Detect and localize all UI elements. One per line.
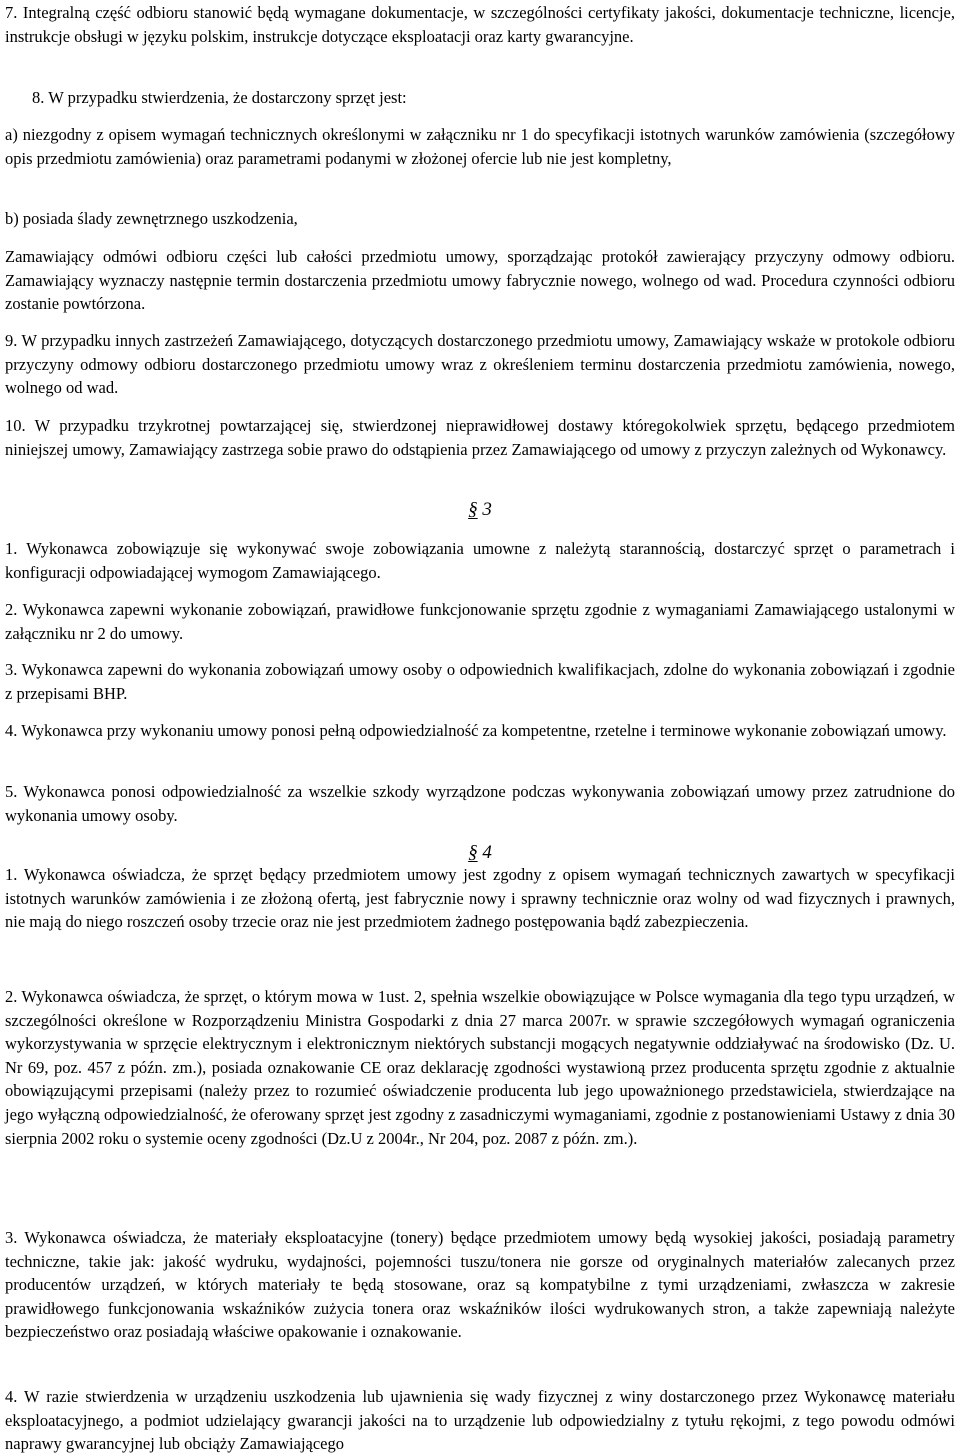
- section-4-item-3: 3. Wykonawca oświadcza, że materiały eksploatacyjne (tonery) będące przedmiotem umowy będą wysokiej jakości, posiadają parametry techniczne, takie jak: jakość wydruku, wydajności, pojemności tuszu/tonera nie gorsze od oryginalnych materiałów zalecanych przez producentów urządzeń, w których materiały te będą stosowane, oraz są kompatybilne z tymi urządzeniami, zwłaszcza w zakresie prawidłowego funkcjonowania wskaźników zużycia tonera oraz wskaźników ilości wydrukowanych stron, a także zapewniają należyte bezpieczeństwo oraz posiadają właściwe opakowanie i oznakowanie.: [5, 1228, 955, 1342]
- paragraph-8b: b) posiada ślady zewnętrznego uszkodzenia,: [5, 209, 298, 228]
- paragraph-8: 8. W przypadku stwierdzenia, że dostarczony sprzęt jest:: [32, 88, 407, 107]
- section-3-item-5: 5. Wykonawca ponosi odpowiedzialność za wszelkie szkody wyrządzone podczas wykonywania zobowiązań umowy przez zatrudnione do wykonania umowy osoby.: [5, 782, 955, 825]
- section-3-item-4: 4. Wykonawca przy wykonaniu umowy ponosi pełną odpowiedzialność za kompetentne, rzetelne i terminowe wykonanie zobowiązań umowy.: [5, 721, 947, 740]
- section-number: 3: [482, 499, 492, 520]
- section-number: 4: [482, 842, 492, 863]
- section-3-item-1: 1. Wykonawca zobowiązuje się wykonywać swoje zobowiązania umowne z należytą starannością, dostarczyć sprzęt o parametrach i konfiguracji odpowiadającej wymogom Zamawiającego.: [5, 539, 955, 582]
- section-symbol: §: [468, 842, 478, 863]
- section-3-item-3: 3. Wykonawca zapewni do wykonania zobowiązań umowy osoby o odpowiednich kwalifikacjach, zdolne do wykonania zobowiązań i zgodnie z przepisami BHP.: [5, 660, 955, 703]
- paragraph-9: 9. W przypadku innych zastrzeżeń Zamawiającego, dotyczących dostarczonego przedmiotu umowy, Zamawiający wskaże w protokole odbioru przyczyny odmowy odbioru dostarczonego przedmiotu umowy wraz z określeniem terminu dostarczenia przedmiotu zamówienia, nowego, wolnego od wad.: [5, 331, 955, 398]
- section-3-heading: [0, 498, 960, 522]
- section-4-item-1: 1. Wykonawca oświadcza, że sprzęt będący przedmiotem umowy jest zgodny z opisem wymagań technicznych zawartych w specyfikacji istotnych warunków zamówienia i ze złożoną ofertą, jest fabrycznie nowy i sprawny technicznie oraz wolny od wad fizycznych i prawnych, nie mają do niego roszczeń osoby trzecie oraz nie jest przedmiotem żadnego postępowania bądź zabezpieczenia.: [5, 865, 955, 932]
- paragraph-10: 10. W przypadku trzykrotnej powtarzającej się, stwierdzonej nieprawidłowej dostawy któregokolwiek sprzętu, będącego przedmiotem niniejszej umowy, Zamawiający zastrzega sobie prawo do odstąpienia przez Zamawiającego od umowy z przyczyn zależnych od Wykonawcy.: [5, 416, 955, 459]
- section-symbol: §: [468, 499, 478, 520]
- section-3-item-2: 2. Wykonawca zapewni wykonanie zobowiązań, prawidłowe funkcjonowanie sprzętu zgodnie z wymaganiami Zamawiającego ustalonymi w załączniku nr 2 do umowy.: [5, 600, 955, 643]
- section-4-item-4: 4. W razie stwierdzenia w urządzeniu uszkodzenia lub ujawnienia się wady fizycznej z winy dostarczonego przez Wykonawcę materiału eksploatacyjnego, a podmiot udzielający gwarancji jakości na to urządzenie lub odpowiedzialny z tytułu rękojmi, z tego powodu odmówi naprawy gwarancyjnej lub obciąży Zamawiającego: [5, 1387, 955, 1454]
- paragraph-7: 7. Integralną część odbioru stanowić będą wymagane dokumentacje, w szczególności certyfikaty jakości, dokumentacje techniczne, licencje, instrukcje obsługi w języku polskim, instrukcje dotyczące eksploatacji oraz karty gwarancyjne.: [5, 3, 955, 46]
- section-4-item-2: 2. Wykonawca oświadcza, że sprzęt, o którym mowa w 1ust. 2, spełnia wszelkie obowiązujące w Polsce wymagania dla tego typu urządzeń, w szczególności określone w Rozporządzeniu Ministra Gospodarki z dnia 27 marca 2007r. w sprawie szczegółowych wymagań ograniczenia wykorzystywania w sprzęcie elektrycznym i elektronicznym niektórych substancji mogących negatywnie oddziaływać na środowisko (Dz. U. Nr 69, poz. 457 z późn. zm.), posiada oznakowanie CE oraz deklarację zgodności wystawioną przez producenta sprzętu zgodnie z aktualnie obowiązującymi przepisami (należy przez to rozumieć oświadczenie producenta lub jego upoważnionego przedstawiciela, stwierdzające na jego wyłączną odpowiedzialność, że oferowany sprzęt jest zgodny z zasadniczymi wymaganiami, zgodnie z postanowieniami Ustawy z dnia 30 sierpnia 2002 roku o systemie oceny zgodności (Dz.U z 2004r., Nr 204, poz. 2087 z późn. zm.).: [5, 987, 955, 1148]
- paragraph-8-conclusion: Zamawiający odmówi odbioru części lub całości przedmiotu umowy, sporządzając protokół zawierający przyczyny odmowy odbioru. Zamawiający wyznaczy następnie termin dostarczenia przedmiotu umowy fabrycznie nowego, wolnego od wad. Procedura czynności odbioru zostanie powtórzona.: [5, 247, 955, 314]
- paragraph-8a: a) niezgodny z opisem wymagań technicznych określonymi w załączniku nr 1 do specyfikacji istotnych warunków zamówienia (szczegółowy opis przedmiotu zamówienia) oraz parametrami podanymi w złożonej ofercie lub nie jest kompletny,: [5, 125, 955, 168]
- section-4-heading: [0, 841, 960, 865]
